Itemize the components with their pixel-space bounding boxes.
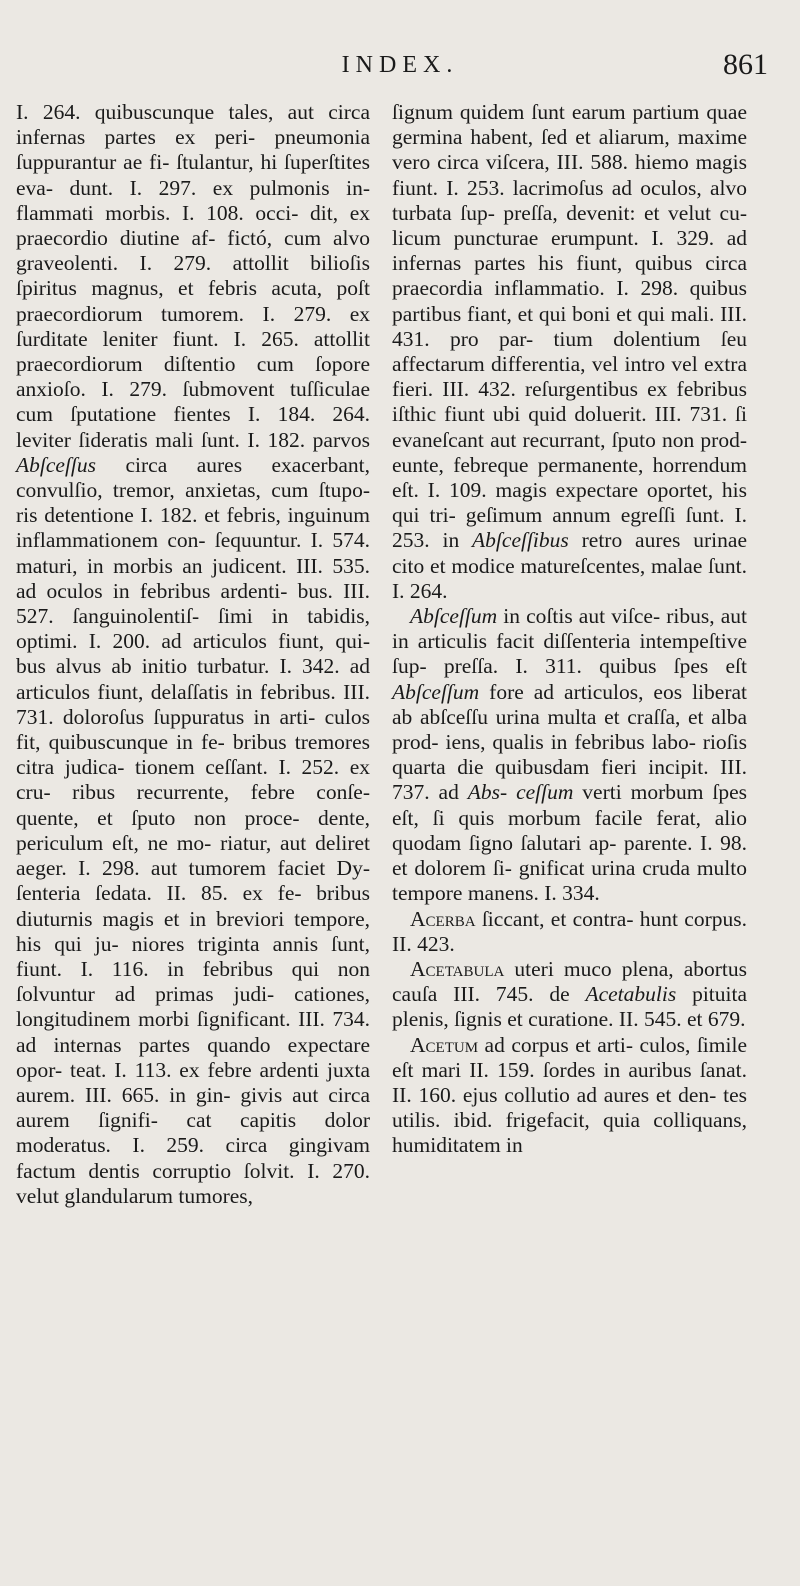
text-run: fore ad articulos, eos liberat ab abſceſſu urina multa et craſſa, et alba prod- iens, qualis in febribus labo- rioſis quarta die quibusdam fieri incipit. III. 737. ad — [392, 679, 747, 805]
headword-italic: Acetabulis — [585, 982, 677, 1007]
index-entry-acetum — [392, 1033, 747, 1159]
index-entry-acerba — [392, 907, 747, 957]
text-run: circa aures exacerbant, convulſio, tremor, anxietas, cum ſtupo- ris detentione I. 182. et febris, inguinum inflammationem con- ſequuntur. I. 574. maturi, in morbis an judicent. III. 535. ad oculos in febribus ardenti- bus. III. 527. ſanguinolentiſ- ſimi in tabidis, optimi. I. 200. ad articulos fiunt, qui- bus alvus ab initio turbatur. I. 342. ad articulos fiunt, delaſſatis in febribus. III. 731. doloroſus ſuppuratus in arti- culos fit, quibuscunque in fe- bribus tremores citra judica- tionem ceſſant. I. 252. ex cru- ribus recurrente, febre conſe- quente, et ſputo non proce- dente, periculum eſt, ne mo- riatur, aut deliret aeger. I. 298. aut tumorem faciet Dy- ſenteria ſedata. II. 85. ex fe- bribus diuturnis magis et in breviori tempore, his qui ju- niores triginta annis ſunt, fiunt. I. 116. in febribus qui non ſolvuntur ad primas judi- cationes, longitudinem morbi ſignificant. III. 734. ad internas partes quando expectare opor- teat. I. 113. ex febre ardenti juxta aurem. III. 665. in gin- givis aut circa aurem ſignifi- cat capitis dolor moderatus. I. 259. circa gingivam factum dentis corruptio ſolvit. I. 270. velut glandularum tumores, — [16, 452, 370, 1208]
headword-italic: Abſceſſum — [410, 604, 498, 629]
headword-italic: Abſceſſum — [392, 679, 480, 704]
page-number: 861 — [723, 48, 768, 81]
right-column — [392, 100, 747, 1159]
text-run: verti morbum ſpes eſt, ſi quis morbum facile ferat, alio quodam ſigno ſalutari ap- parente. I. 98. et dolorem ſi- gnificat urina cruda multo tempore manens. I. 334. — [392, 780, 748, 906]
index-entry-abscessum — [392, 604, 747, 906]
text-run: ſignum quidem ſunt earum partium quae germina habent, ſed et aliarum, maxime vero circa viſcera, III. 588. hiemo magis fiunt. I. 253. lacrimoſus ad oculos, alvo turbata ſup- preſſa, devenit: et velut cu- licum puncturae erumpunt. I. 329. ad infernas partes his fiunt, quibus circa praecordia inflammatio. I. 298. quibus partibus fiant, et qui boni et qui mali. III. 431. pro par- tium dolentium ſeu affectarum differentia, vel intro vel extra fieri. III. 432. reſurgentibus ex febribus iſthic fiunt ubi quid doluerit. III. 731. ſi evaneſcant aut recurrant, ſputo non prod- eunte, febreque permanente, horrendum eſt. I. 109. magis expectare oportet, his qui tri- geſimum annum egreſſi ſunt. I. 253. in — [392, 100, 747, 553]
text-run: ſiccant, et contra- hunt corpus. II. 423. — [392, 906, 747, 956]
text-run: uteri muco plena, abortus cauſa III. 745. de — [392, 956, 747, 1007]
headword-italic: Abs- ceſſum — [467, 780, 574, 805]
index-entry-acetabula — [392, 957, 747, 1033]
headword-smallcaps: Acetabula — [410, 956, 505, 981]
headword-smallcaps: Acerba — [410, 906, 476, 931]
text-run: I. 264. quibuscunque tales, aut circa infernas partes ex peri- pneumonia ſuppurantur ae fi- ſtulantur, hi ſuperſtites eva- dunt. I. 297. ex pulmonis in- flammati morbis. I. 108. occi- dit, ex praecordio diutine af- fictó, cum alvo graveolenti. I. 279. attollit bilioſis ſpiritus magnus, et febris acuta, poſt praecordiorum tumorem. I. 279. ex ſurditate leniter fiunt. I. 265. attollit praecordiorum diſtentio cum ſopore anxioſo. I. 279. ſubmovent tuſſiculae cum ſputatione fientes I. 184. 264. leviter ſideratis mali ſunt. I. 182. parvos — [16, 100, 370, 452]
index-entry-abscessus-tail — [392, 100, 747, 604]
headword-italic: Abſceſſibus — [472, 528, 569, 553]
text-run: in coſtis aut viſce- ribus, aut in articulis facit diſſenteria intempeſtive ſup- preſſa. I. 311. quibus ſpes eſt — [392, 604, 747, 679]
left-column — [16, 100, 370, 1209]
text-run: ad corpus et arti- culos, ſimile eſt mari II. 159. ſordes in auribus ſanat. II. 160. ejus collutio ad aures et den- tes utilis. ibid. frigefacit, quia colliquans, humiditatem in — [392, 1032, 747, 1158]
headword-smallcaps: Acetum — [410, 1032, 479, 1057]
index-entry-abscessus-continued — [16, 100, 370, 1209]
running-head: INDEX. — [341, 52, 459, 78]
text-run: retro aures urinae cito et modice matureſcentes, malae ſunt. I. 264. — [392, 528, 747, 603]
headword-italic: Abſceſſus — [16, 452, 97, 477]
page-header — [0, 48, 800, 92]
text-run: pituita plenis, ſignis et curatione. II. 545. et 679. — [392, 982, 748, 1032]
